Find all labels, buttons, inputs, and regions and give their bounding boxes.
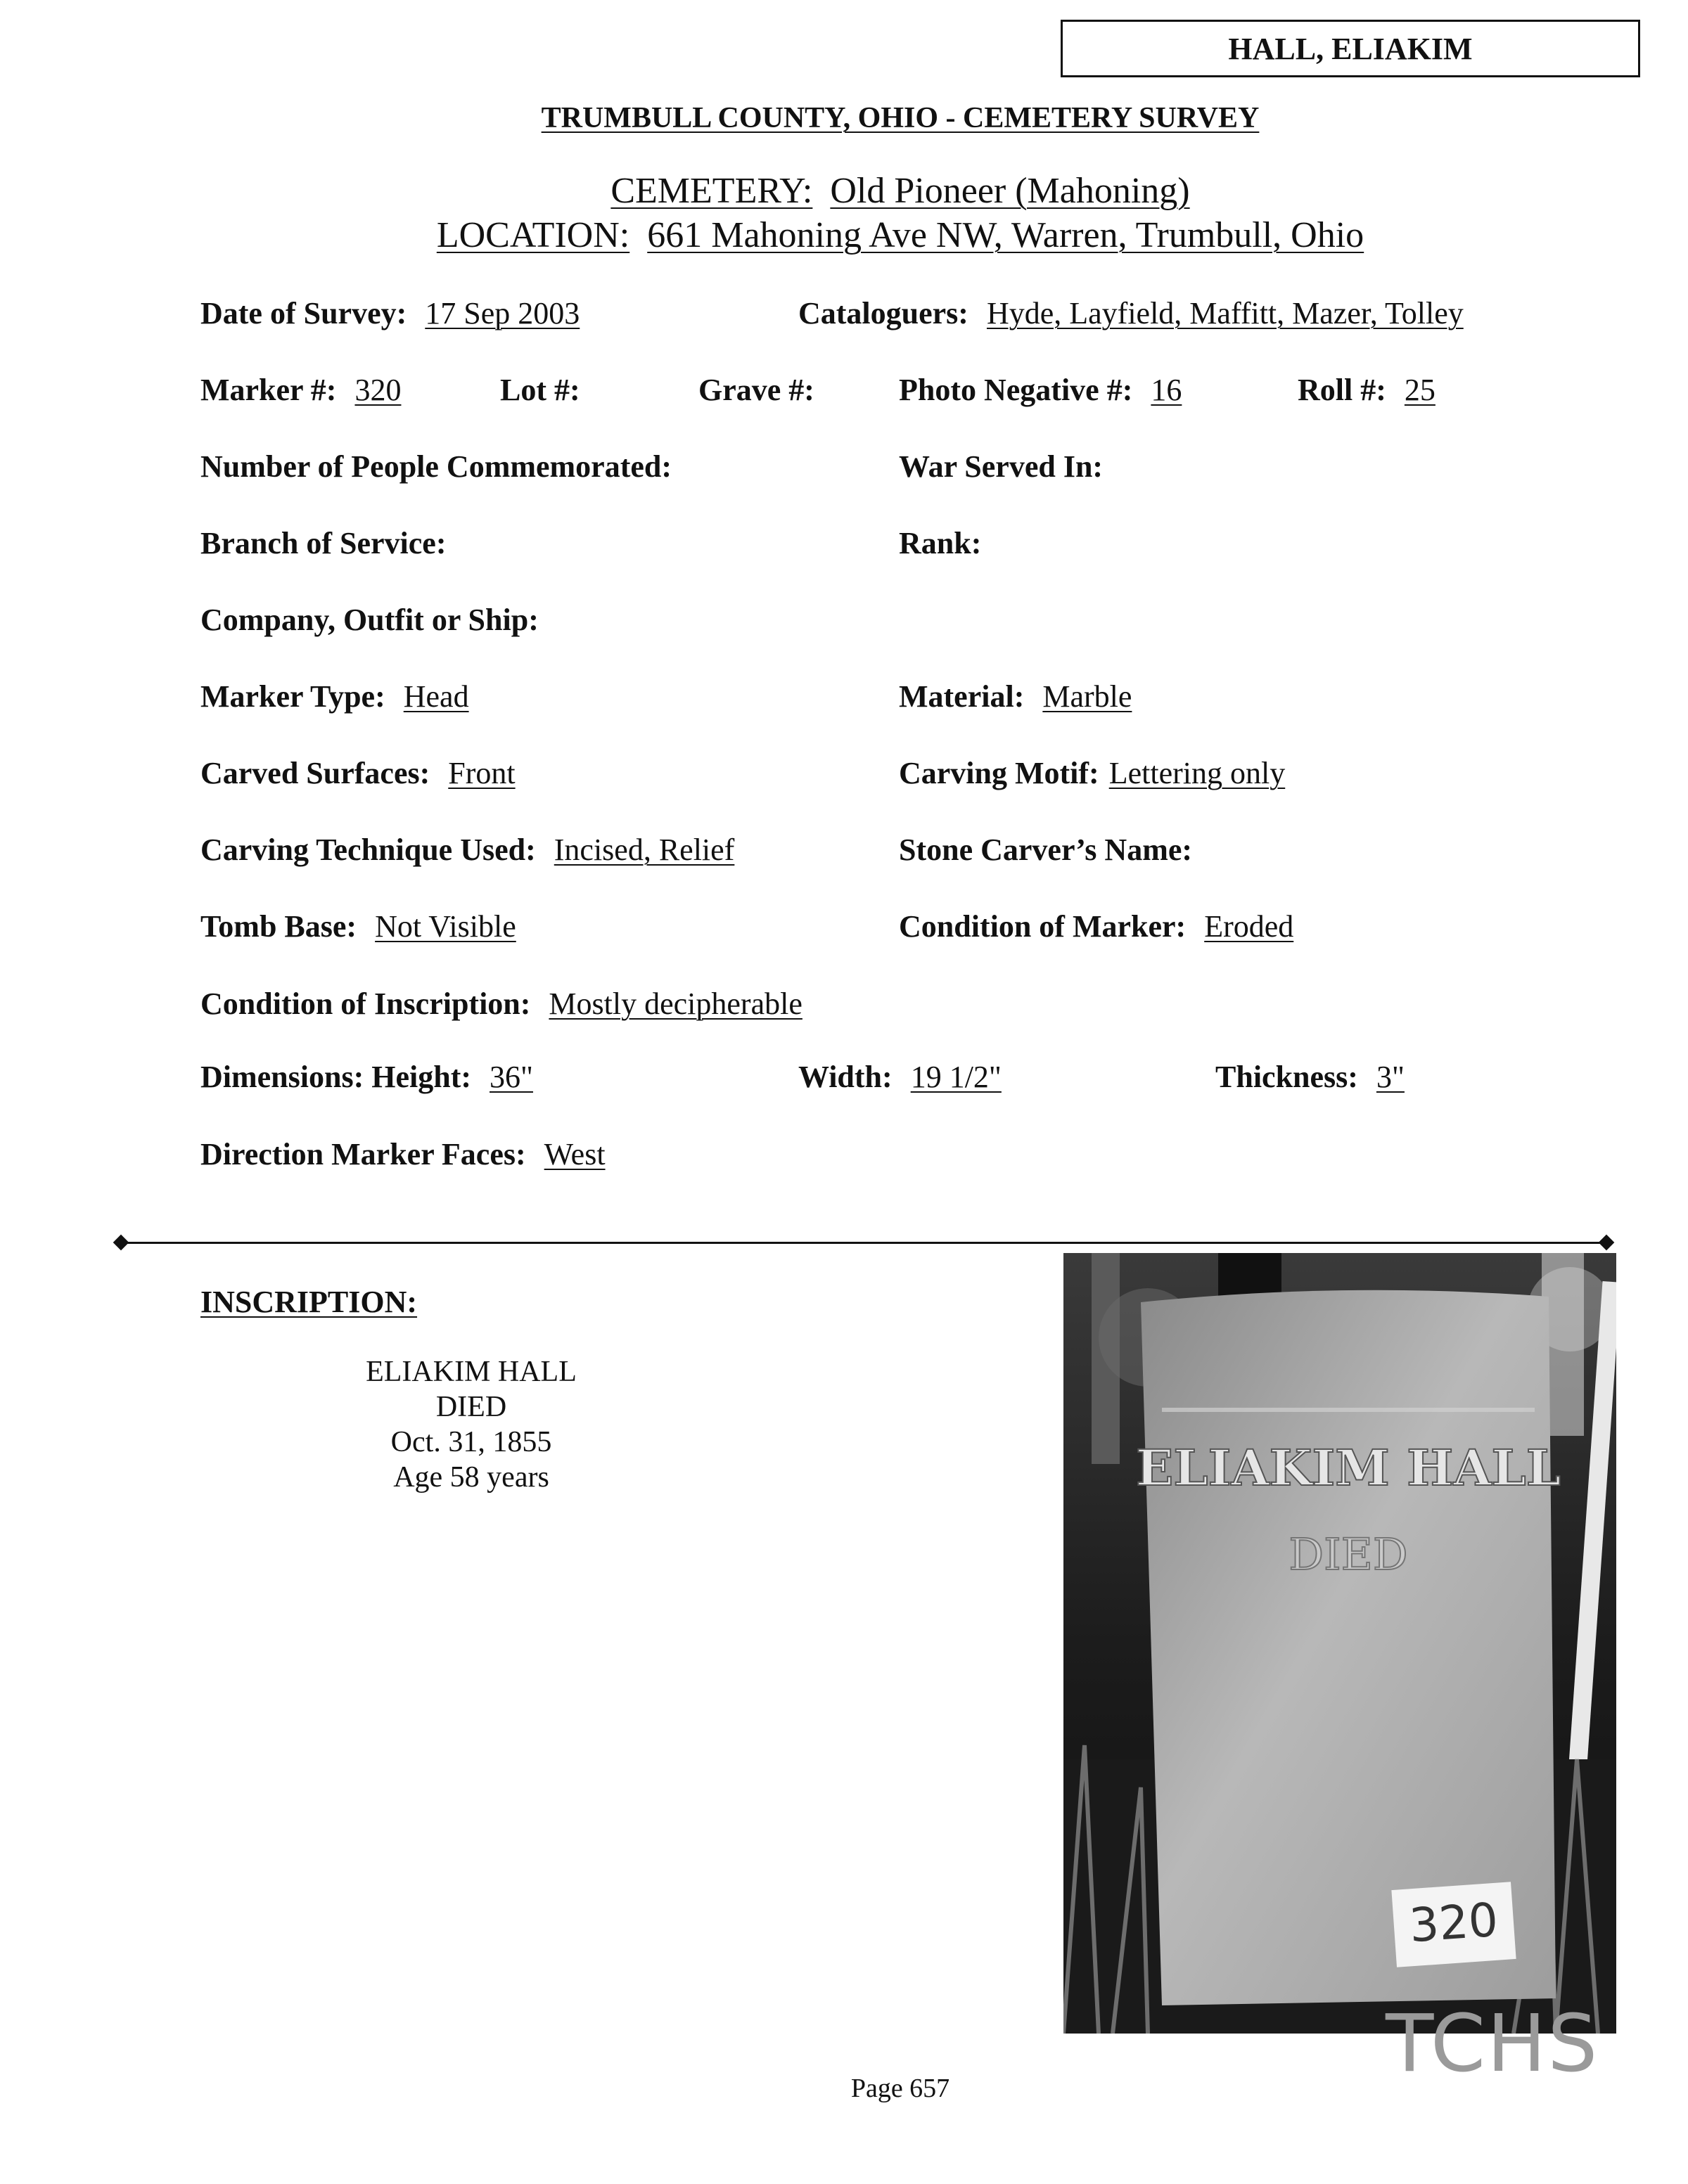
field-value: Head: [403, 679, 469, 714]
field-value: Mostly decipherable: [549, 987, 803, 1021]
gravestone-photo: [1063, 1253, 1616, 2034]
field-label: War Served In:: [899, 449, 1104, 484]
field-roll-number: [1298, 372, 1436, 408]
field-rank: [899, 525, 999, 561]
location-value: 661 Mahoning Ave NW, Warren, Trumbull, Ohio: [647, 215, 1364, 255]
field-dimension-height: [200, 1059, 533, 1095]
field-lot-number: [500, 372, 599, 408]
inscription-line: DIED: [435, 1391, 507, 1423]
field-marker-type: [200, 679, 469, 714]
field-label: Lot #:: [500, 373, 580, 407]
field-value: 16: [1151, 373, 1182, 407]
inscription-heading: INSCRIPTION:: [200, 1285, 418, 1319]
field-label: Date of Survey:: [200, 296, 407, 330]
field-label: Direction Marker Faces:: [200, 1137, 526, 1171]
field-war-served-in: [899, 449, 1121, 484]
field-value: 3": [1376, 1060, 1405, 1094]
field-photo-negative: [899, 372, 1182, 408]
inscription-line: ELIAKIM HALL: [366, 1356, 577, 1388]
field-date-of-survey: [200, 295, 580, 331]
field-condition-inscription: [200, 986, 803, 1022]
field-value: West: [544, 1137, 606, 1171]
field-value: Marble: [1042, 679, 1132, 714]
field-dimension-width: [798, 1059, 1002, 1095]
record-name-box: [1061, 20, 1640, 77]
field-value: 25: [1404, 373, 1436, 407]
field-carved-surfaces: [200, 755, 516, 791]
field-value: Hyde, Layfield, Maffitt, Mazer, Tolley: [986, 296, 1464, 330]
field-tomb-base: [200, 908, 516, 944]
field-label: Dimensions: Height:: [200, 1060, 471, 1094]
field-label: Cataloguers:: [798, 296, 968, 330]
field-label: Marker Type:: [200, 679, 385, 714]
field-value: 19 1/2": [910, 1060, 1002, 1094]
field-label: Carving Technique Used:: [200, 833, 536, 867]
photo-tag-number: 320: [1407, 1892, 1500, 1953]
field-label: Grave #:: [698, 373, 814, 407]
field-marker-number: [200, 372, 401, 408]
field-company: [200, 602, 557, 638]
page-number: Page 657: [850, 2074, 950, 2103]
field-branch-of-service: [200, 525, 464, 561]
field-label: Material:: [899, 679, 1025, 714]
field-label: Rank:: [899, 526, 982, 560]
stone-text-died: DIED: [1289, 1529, 1408, 1580]
field-value: Front: [448, 756, 516, 790]
field-cataloguers: [798, 295, 1464, 331]
field-label: Carving Motif:: [899, 756, 1099, 790]
field-label: Condition of Marker:: [899, 909, 1187, 944]
survey-title: TRUMBULL COUNTY, OHIO - CEMETERY SURVEY: [541, 102, 1260, 134]
field-grave-number: [698, 372, 833, 408]
field-label: Condition of Inscription:: [200, 987, 531, 1021]
field-value: Eroded: [1204, 909, 1294, 944]
cemetery-line: [0, 170, 1688, 212]
divider-diamond-left: [113, 1235, 129, 1251]
divider-diamond-right: [1599, 1235, 1615, 1251]
field-label: Number of People Commemorated:: [200, 449, 672, 484]
record-name: HALL, ELIAKIM: [1228, 31, 1473, 66]
inscription-line: Oct. 31, 1855: [390, 1426, 552, 1458]
field-label: Roll #:: [1298, 373, 1386, 407]
field-material: [899, 679, 1132, 714]
field-value: Not Visible: [375, 909, 516, 944]
field-carving-motif: [899, 755, 1285, 791]
field-carving-technique: [200, 832, 734, 868]
field-value: Incised, Relief: [554, 833, 735, 867]
field-dimension-thickness: [1215, 1059, 1405, 1095]
field-direction: [200, 1136, 606, 1172]
field-condition-marker: [899, 908, 1293, 944]
field-label: Branch of Service:: [200, 526, 447, 560]
field-label: Tomb Base:: [200, 909, 357, 944]
inscription-line: Age 58 years: [393, 1461, 549, 1494]
field-value: 320: [354, 373, 402, 407]
field-label: Company, Outfit or Ship:: [200, 603, 539, 637]
field-people-commemorated: [200, 449, 690, 484]
field-label: Width:: [798, 1060, 893, 1094]
inscription-text: [302, 1354, 640, 1495]
field-value: 17 Sep 2003: [425, 296, 580, 330]
tchs-watermark: TCHS: [1386, 1998, 1599, 2090]
field-label: Photo Negative #:: [899, 373, 1133, 407]
field-label: Carved Surfaces:: [200, 756, 430, 790]
location-line: [0, 214, 1688, 256]
field-value: 36": [490, 1060, 533, 1094]
field-stone-carver: [899, 832, 1210, 868]
section-divider: [121, 1242, 1608, 1244]
field-label: Thickness:: [1215, 1060, 1358, 1094]
field-label: Marker #:: [200, 373, 337, 407]
location-label: LOCATION:: [436, 215, 630, 255]
cemetery-value: Old Pioneer (Mahoning): [830, 171, 1190, 211]
stone-text-name: ELIAKIM HALL: [1136, 1439, 1561, 1497]
field-value: Lettering only: [1108, 756, 1286, 790]
cemetery-label: CEMETERY:: [610, 171, 813, 211]
field-label: Stone Carver’s Name:: [899, 833, 1193, 867]
